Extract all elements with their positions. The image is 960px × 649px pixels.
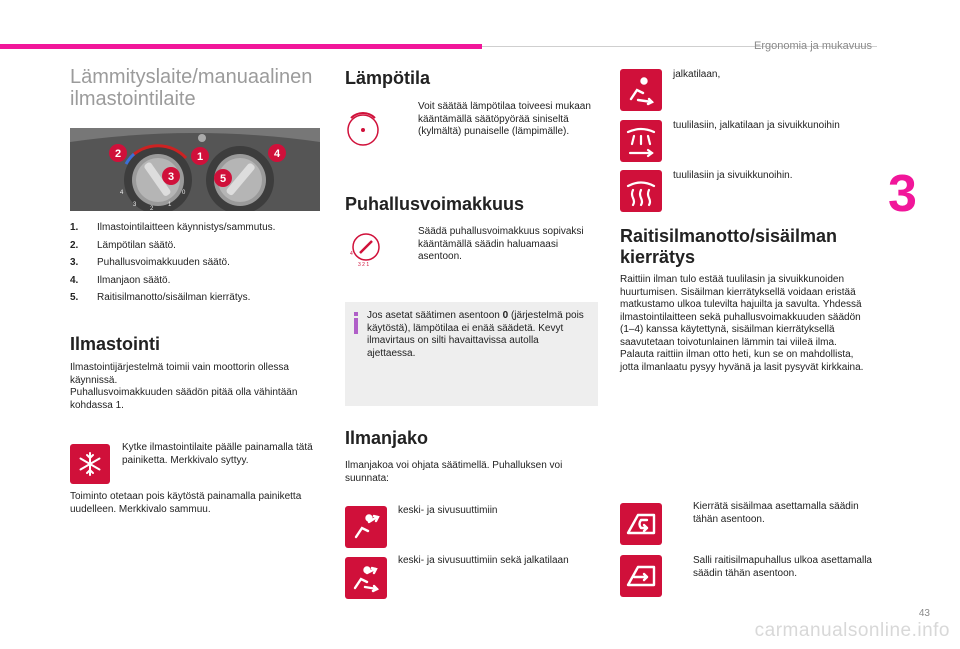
- defrost-icon: [620, 170, 662, 212]
- fresh-air-icon: [620, 555, 662, 597]
- dial-mark-2: 2: [150, 206, 154, 211]
- control-panel-image: [70, 128, 320, 211]
- ac-text: Kytke ilmastointilaite päälle painamalla tätä painiketta. Merkkivalo syttyy.: [122, 442, 313, 466]
- page-title-line1: Lämmityslaite/manuaalinen: [70, 66, 313, 88]
- fan-dial-icon: [345, 225, 387, 269]
- fresh-text: Salli raitisilmapuhallus ulkoa asettamalla säädin tähän asentoon.: [693, 555, 872, 579]
- vent-feet-icon: [620, 69, 662, 111]
- ac-off-text: Toiminto otetaan pois käytöstä painamalla painiketta uudelleen. Merkkivalo sammuu.: [70, 491, 302, 515]
- list-item: 4. Ilmanjaon säätö.: [70, 274, 171, 286]
- list-item: 5. Raitisilmanotto/sisäilman kierrätys.: [70, 292, 251, 303]
- recirc-text: Kierrätä sisäilmaa asettamalla säädin tähän asentoon.: [693, 501, 859, 525]
- info-icon: [353, 312, 359, 334]
- list-item: 1. Ilmastointilaitteen käynnistys/sammutus.: [70, 222, 276, 233]
- section-title: Ergonomia ja mukavuus: [753, 40, 872, 52]
- lampotila-heading: Lämpötila: [345, 68, 431, 88]
- chapter-number: 3: [888, 165, 917, 223]
- svg-text:4: 4: [350, 251, 353, 257]
- watermark: carmanualsonline.info: [754, 620, 950, 641]
- page-number: 43: [918, 608, 930, 619]
- mode5-text: tuulilasiin ja sivuikkunoihin.: [673, 170, 793, 181]
- raitis-heading: Raitisilmanotto/sisäilman kierrätys: [620, 226, 838, 267]
- puhallus-text: Säädä puhallusvoimakkuus sopivaksi kääntämällä säädin haluamaasi asentoon.: [418, 226, 584, 262]
- info-box: [345, 302, 598, 406]
- mode1-text: keski- ja sivusuuttimiin: [398, 505, 498, 516]
- callout-5: 5: [219, 173, 227, 185]
- vent-windshield-feet-icon: [620, 120, 662, 162]
- callout-1: 1: [196, 151, 204, 163]
- list-item: 3. Puhallusvoimakkuuden säätö.: [70, 257, 230, 268]
- mode2-text: keski- ja sivusuuttimiin sekä jalkatilaan: [398, 555, 569, 566]
- mode4-text: tuulilasiin, jalkatilaan ja sivuikkunoihin: [673, 120, 840, 131]
- svg-text:3 2 1: 3 2 1: [358, 262, 370, 268]
- dial-mark-3: 3: [133, 202, 137, 208]
- page-title-line2: ilmastointilaite: [70, 88, 196, 110]
- ac-snowflake-icon: [70, 444, 110, 484]
- ilmanjako-heading: Ilmanjako: [345, 428, 429, 448]
- recirculation-icon: [620, 503, 662, 545]
- info-text: Jos asetat säätimen asentoon 0 (järjestelmä pois käytöstä), lämpötilaa ei enää säädetä. Kevyt ilmavirtaus on silti havaittavissa autolla ajettaessa.: [367, 310, 584, 359]
- numbered-list: [70, 222, 330, 310]
- callout-4: 4: [273, 148, 281, 160]
- temperature-dial-icon: [345, 106, 385, 150]
- dial-mark-0: 0: [182, 190, 186, 196]
- header-accent-bar: [0, 44, 482, 49]
- callout-2: 2: [114, 148, 122, 160]
- callout-3: 3: [167, 171, 175, 183]
- puhallus-heading: Puhallusvoimakkuus: [345, 194, 525, 214]
- mode3-text: jalkatilaan,: [673, 69, 721, 80]
- dial-mark-1: 1: [168, 202, 172, 208]
- ilmastointi-text: Ilmastointijärjestelmä toimii vain moottorin ollessa käynnissä. Puhallusvoimakkuuden säädön pitää olla vähintään kohdassa 1.: [70, 362, 298, 411]
- ilmanjako-text: Ilmanjakoa voi ohjata säätimellä. Puhalluksen voi suunnata:: [345, 460, 563, 484]
- vent-face-feet-icon: [345, 557, 387, 599]
- vent-face-icon: [345, 506, 387, 548]
- raitis-text: Raittiin ilman tulo estää tuulilasin ja sivuikkunoiden huurtumisen. Sisäilman kierrätyksellä voidaan eristää matkustamo ulkoa tulevilta hajuilta ja savulta. Yhdessä ilmastointilaitteen sekä puhallusvoimakkuuden säädön (1–4) kanssa käytettynä, sisäilman kierrätyksellä saavutetaan toivotunlainen lämmin tai viileä ilma. Palauta raittiin ilman otto heti, kun se on mahdollista, jotta ilmanlaatu pysyy hyvänä ja lasit pysyvät kirkkaina.: [620, 274, 864, 373]
- dial-mark-4: 4: [120, 190, 124, 196]
- ilmastointi-heading: Ilmastointi: [70, 334, 161, 354]
- lampotila-text: Voit säätää lämpötilaa toiveesi mukaan kääntämällä säätöpyörää siniseltä (kylmältä) punaiselle (lämpimälle).: [418, 101, 591, 137]
- list-item: 2. Lämpötilan säätö.: [70, 239, 176, 251]
- page-title: [70, 66, 330, 110]
